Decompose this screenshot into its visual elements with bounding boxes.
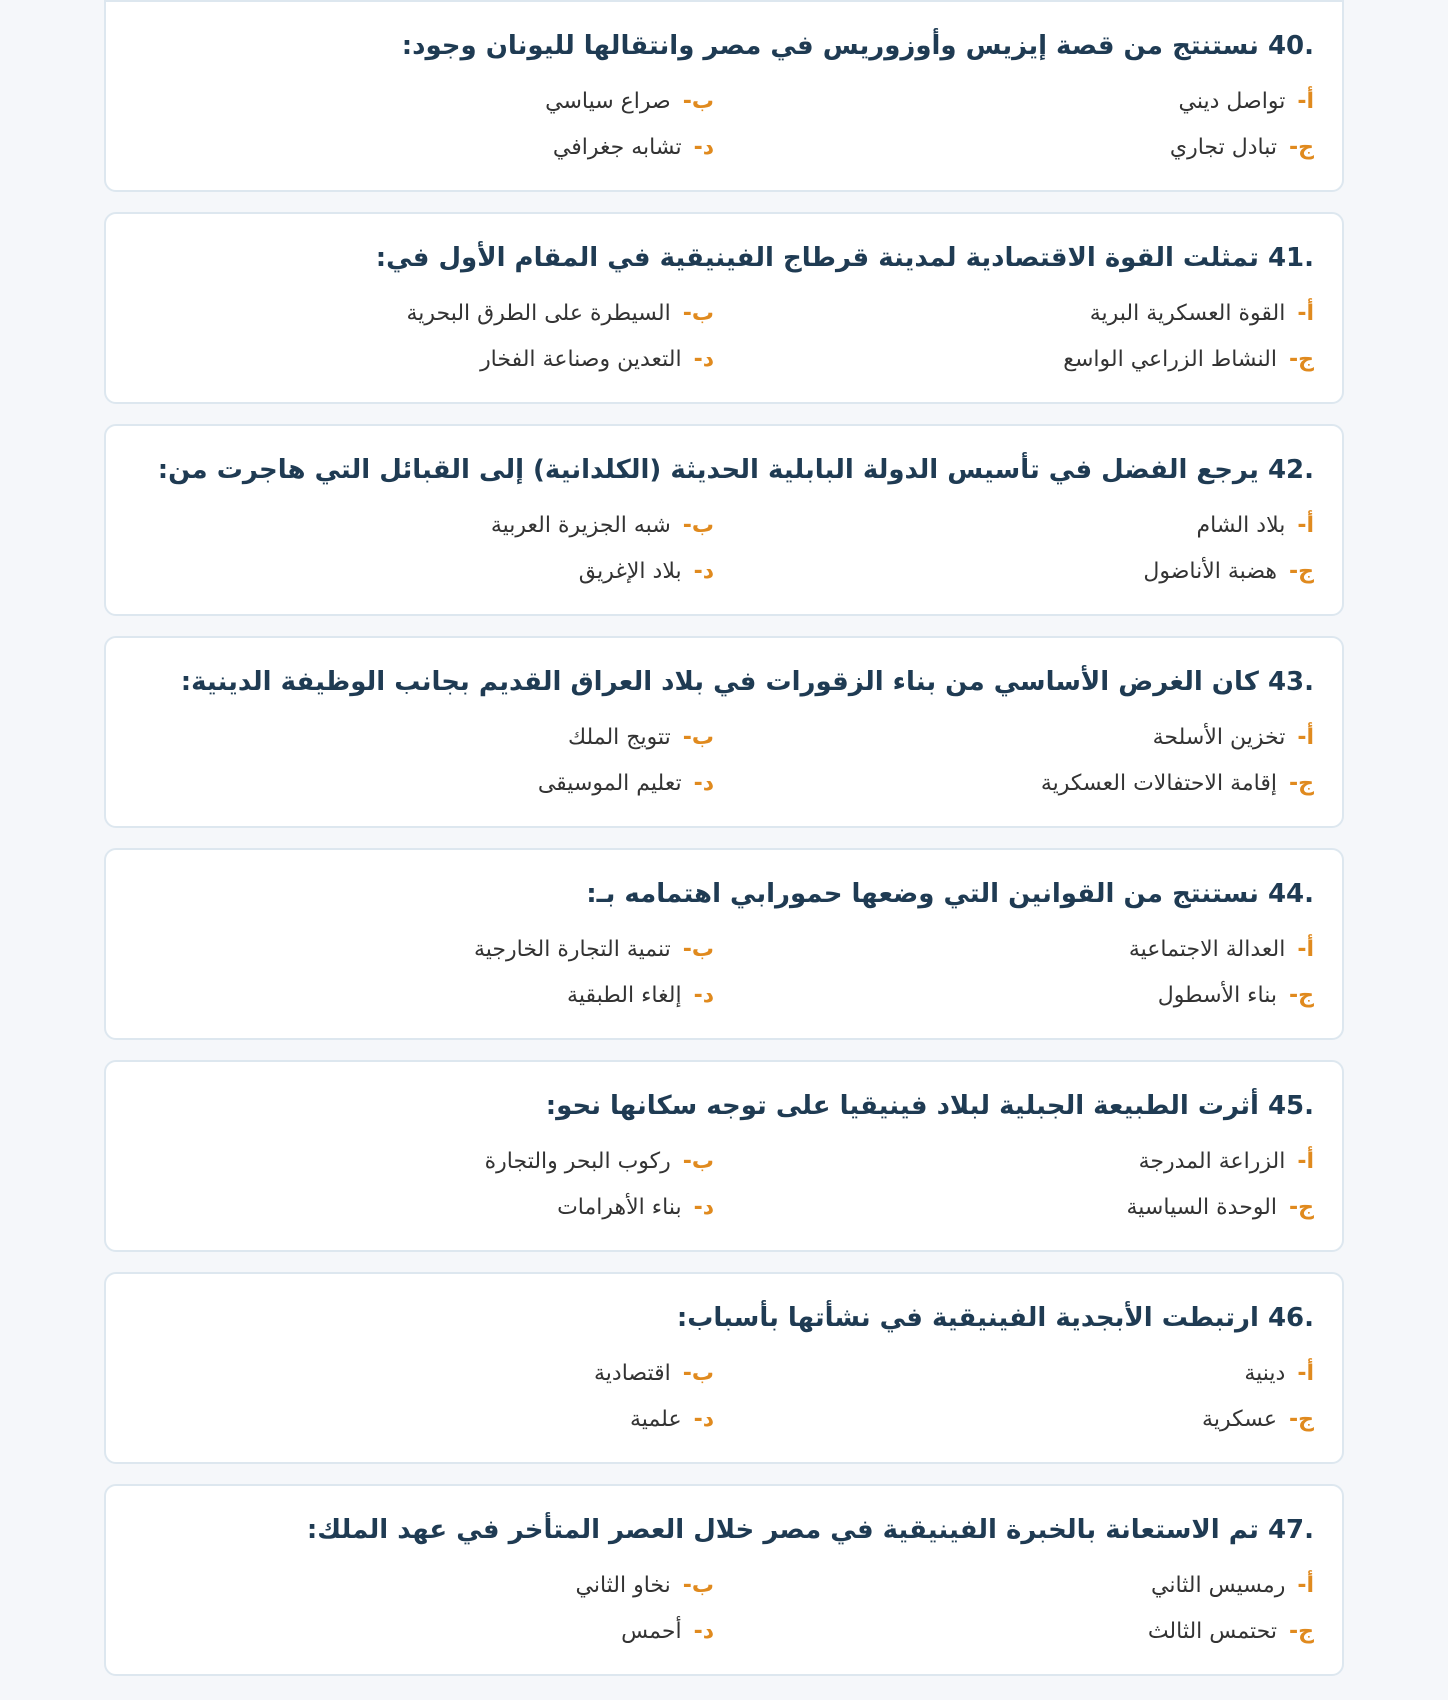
option-text: تبادل تجاري xyxy=(1169,134,1277,160)
question-card xyxy=(104,1272,1344,1464)
question-text: ارتبطت الأبجدية الفينيقية في نشأتها بأسباب: xyxy=(676,1303,1259,1333)
answer-options xyxy=(134,290,1314,382)
answer-options xyxy=(134,1350,1314,1442)
option-text: تتويج الملك xyxy=(567,724,671,750)
answer-option[interactable] xyxy=(714,1396,1314,1442)
option-text: إلغاء الطبقية xyxy=(567,982,682,1008)
option-text: نخاو الثاني xyxy=(575,1572,671,1598)
answer-options xyxy=(134,714,1314,806)
answer-option[interactable] xyxy=(714,714,1314,760)
option-letter: ج- xyxy=(1289,982,1314,1008)
question-title xyxy=(134,238,1314,278)
answer-option[interactable] xyxy=(714,1562,1314,1608)
option-letter: د- xyxy=(693,1406,714,1432)
answer-option[interactable] xyxy=(154,1184,714,1230)
question-title xyxy=(134,1510,1314,1550)
option-letter: د- xyxy=(693,346,714,372)
answer-option[interactable] xyxy=(154,1138,714,1184)
option-letter: ج- xyxy=(1289,1406,1314,1432)
answer-option[interactable] xyxy=(714,78,1314,124)
question-number: 44. xyxy=(1267,879,1314,909)
question-list xyxy=(104,0,1344,1696)
option-text: هضبة الأناضول xyxy=(1143,558,1277,584)
answer-option[interactable] xyxy=(714,502,1314,548)
option-text: بناء الأسطول xyxy=(1157,982,1277,1008)
question-title xyxy=(134,662,1314,702)
option-text: السيطرة على الطرق البحرية xyxy=(406,300,671,326)
answer-option[interactable] xyxy=(154,714,714,760)
question-number: 42. xyxy=(1267,455,1314,485)
question-card xyxy=(104,848,1344,1040)
question-card xyxy=(104,1484,1344,1676)
question-title xyxy=(134,1086,1314,1126)
answer-option[interactable] xyxy=(714,336,1314,382)
question-card xyxy=(104,424,1344,616)
option-letter: أ- xyxy=(1297,724,1314,750)
question-number: 41. xyxy=(1267,243,1314,273)
answer-option[interactable] xyxy=(154,1562,714,1608)
option-letter: ج- xyxy=(1289,770,1314,796)
option-letter: أ- xyxy=(1297,88,1314,114)
option-text: بلاد الإغريق xyxy=(578,558,682,584)
option-text: تخزين الأسلحة xyxy=(1152,724,1286,750)
answer-option[interactable] xyxy=(154,124,714,170)
answer-option[interactable] xyxy=(714,290,1314,336)
option-letter: ب- xyxy=(682,512,714,538)
question-text: نستنتج من قصة إيزيس وأوزوريس في مصر وانتقالها لليونان وجود: xyxy=(401,31,1259,61)
option-letter: د- xyxy=(693,134,714,160)
option-letter: د- xyxy=(693,770,714,796)
question-card xyxy=(104,636,1344,828)
option-letter: ج- xyxy=(1289,346,1314,372)
option-letter: ب- xyxy=(682,88,714,114)
answer-option[interactable] xyxy=(154,336,714,382)
answer-options xyxy=(134,1562,1314,1654)
option-letter: أ- xyxy=(1297,512,1314,538)
option-text: علمية xyxy=(630,1406,682,1432)
option-text: إقامة الاحتفالات العسكرية xyxy=(1040,770,1277,796)
option-letter: ب- xyxy=(682,300,714,326)
option-letter: أ- xyxy=(1297,300,1314,326)
option-text: بلاد الشام xyxy=(1196,512,1286,538)
answer-option[interactable] xyxy=(154,760,714,806)
question-title xyxy=(134,26,1314,66)
question-title xyxy=(134,450,1314,490)
option-text: تحتمس الثالث xyxy=(1147,1618,1277,1644)
answer-option[interactable] xyxy=(154,548,714,594)
answer-options xyxy=(134,1138,1314,1230)
question-text: أثرت الطبيعة الجبلية لبلاد فينيقيا على توجه سكانها نحو: xyxy=(545,1091,1259,1121)
option-letter: ج- xyxy=(1289,134,1314,160)
option-text: تواصل ديني xyxy=(1178,88,1286,114)
option-text: صراع سياسي xyxy=(545,88,671,114)
answer-option[interactable] xyxy=(154,1396,714,1442)
option-text: تنمية التجارة الخارجية xyxy=(473,936,671,962)
option-text: تشابه جغرافي xyxy=(552,134,682,160)
option-letter: ب- xyxy=(682,724,714,750)
answer-option[interactable] xyxy=(154,1350,714,1396)
question-number: 43. xyxy=(1267,667,1314,697)
question-title xyxy=(134,874,1314,914)
answer-options xyxy=(134,926,1314,1018)
question-number: 46. xyxy=(1267,1303,1314,1333)
option-letter: د- xyxy=(693,558,714,584)
option-text: القوة العسكرية البرية xyxy=(1089,300,1286,326)
option-text: عسكرية xyxy=(1202,1406,1277,1432)
question-number: 47. xyxy=(1267,1515,1314,1545)
answer-option[interactable] xyxy=(154,926,714,972)
question-text: نستنتج من القوانين التي وضعها حمورابي اهتمامه بـ: xyxy=(586,879,1259,909)
option-text: بناء الأهرامات xyxy=(557,1194,682,1220)
option-text: تعليم الموسيقى xyxy=(537,770,682,796)
option-text: النشاط الزراعي الواسع xyxy=(1063,346,1277,372)
option-letter: أ- xyxy=(1297,1360,1314,1386)
option-text: الوحدة السياسية xyxy=(1126,1194,1277,1220)
question-text: تمثلت القوة الاقتصادية لمدينة قرطاج الفينيقية في المقام الأول في: xyxy=(375,243,1259,273)
question-number: 40. xyxy=(1267,31,1314,61)
option-letter: أ- xyxy=(1297,936,1314,962)
answer-option[interactable] xyxy=(714,124,1314,170)
option-letter: أ- xyxy=(1297,1572,1314,1598)
option-text: أحمس xyxy=(621,1618,682,1644)
answer-option[interactable] xyxy=(714,1608,1314,1654)
option-letter: ب- xyxy=(682,1148,714,1174)
question-text: كان الغرض الأساسي من بناء الزقورات في بلاد العراق القديم بجانب الوظيفة الدينية: xyxy=(180,667,1259,697)
answer-option[interactable] xyxy=(154,972,714,1018)
answer-option[interactable] xyxy=(154,78,714,124)
answer-options xyxy=(134,78,1314,170)
option-letter: ج- xyxy=(1289,558,1314,584)
answer-option[interactable] xyxy=(714,1350,1314,1396)
option-letter: أ- xyxy=(1297,1148,1314,1174)
option-text: رمسيس الثاني xyxy=(1150,1572,1286,1598)
question-number: 45. xyxy=(1267,1091,1314,1121)
option-letter: ج- xyxy=(1289,1194,1314,1220)
answer-option[interactable] xyxy=(154,1608,714,1654)
option-text: دينية xyxy=(1244,1360,1286,1386)
answer-option[interactable] xyxy=(714,548,1314,594)
option-letter: ج- xyxy=(1289,1618,1314,1644)
option-letter: ب- xyxy=(682,936,714,962)
option-text: اقتصادية xyxy=(593,1360,671,1386)
option-letter: د- xyxy=(693,1194,714,1220)
answer-option[interactable] xyxy=(714,1184,1314,1230)
option-letter: د- xyxy=(693,1618,714,1644)
question-card xyxy=(104,212,1344,404)
question-text: يرجع الفضل في تأسيس الدولة البابلية الحديثة (الكلدانية) إلى القبائل التي هاجرت من: xyxy=(157,455,1259,485)
option-letter: ب- xyxy=(682,1360,714,1386)
answer-option[interactable] xyxy=(154,502,714,548)
question-card xyxy=(104,0,1344,192)
question-card xyxy=(104,1060,1344,1252)
answer-option[interactable] xyxy=(714,1138,1314,1184)
option-text: شبه الجزيرة العربية xyxy=(490,512,671,538)
question-text: تم الاستعانة بالخبرة الفينيقية في مصر خلال العصر المتأخر في عهد الملك: xyxy=(306,1515,1259,1545)
answer-option[interactable] xyxy=(154,290,714,336)
option-text: ركوب البحر والتجارة xyxy=(484,1148,671,1174)
option-text: العدالة الاجتماعية xyxy=(1128,936,1286,962)
answer-option[interactable] xyxy=(714,760,1314,806)
option-text: التعدين وصناعة الفخار xyxy=(480,346,682,372)
answer-options xyxy=(134,502,1314,594)
answer-option[interactable] xyxy=(714,972,1314,1018)
option-letter: ب- xyxy=(682,1572,714,1598)
option-text: الزراعة المدرجة xyxy=(1138,1148,1286,1174)
question-title xyxy=(134,1298,1314,1338)
answer-option[interactable] xyxy=(714,926,1314,972)
option-letter: د- xyxy=(693,982,714,1008)
